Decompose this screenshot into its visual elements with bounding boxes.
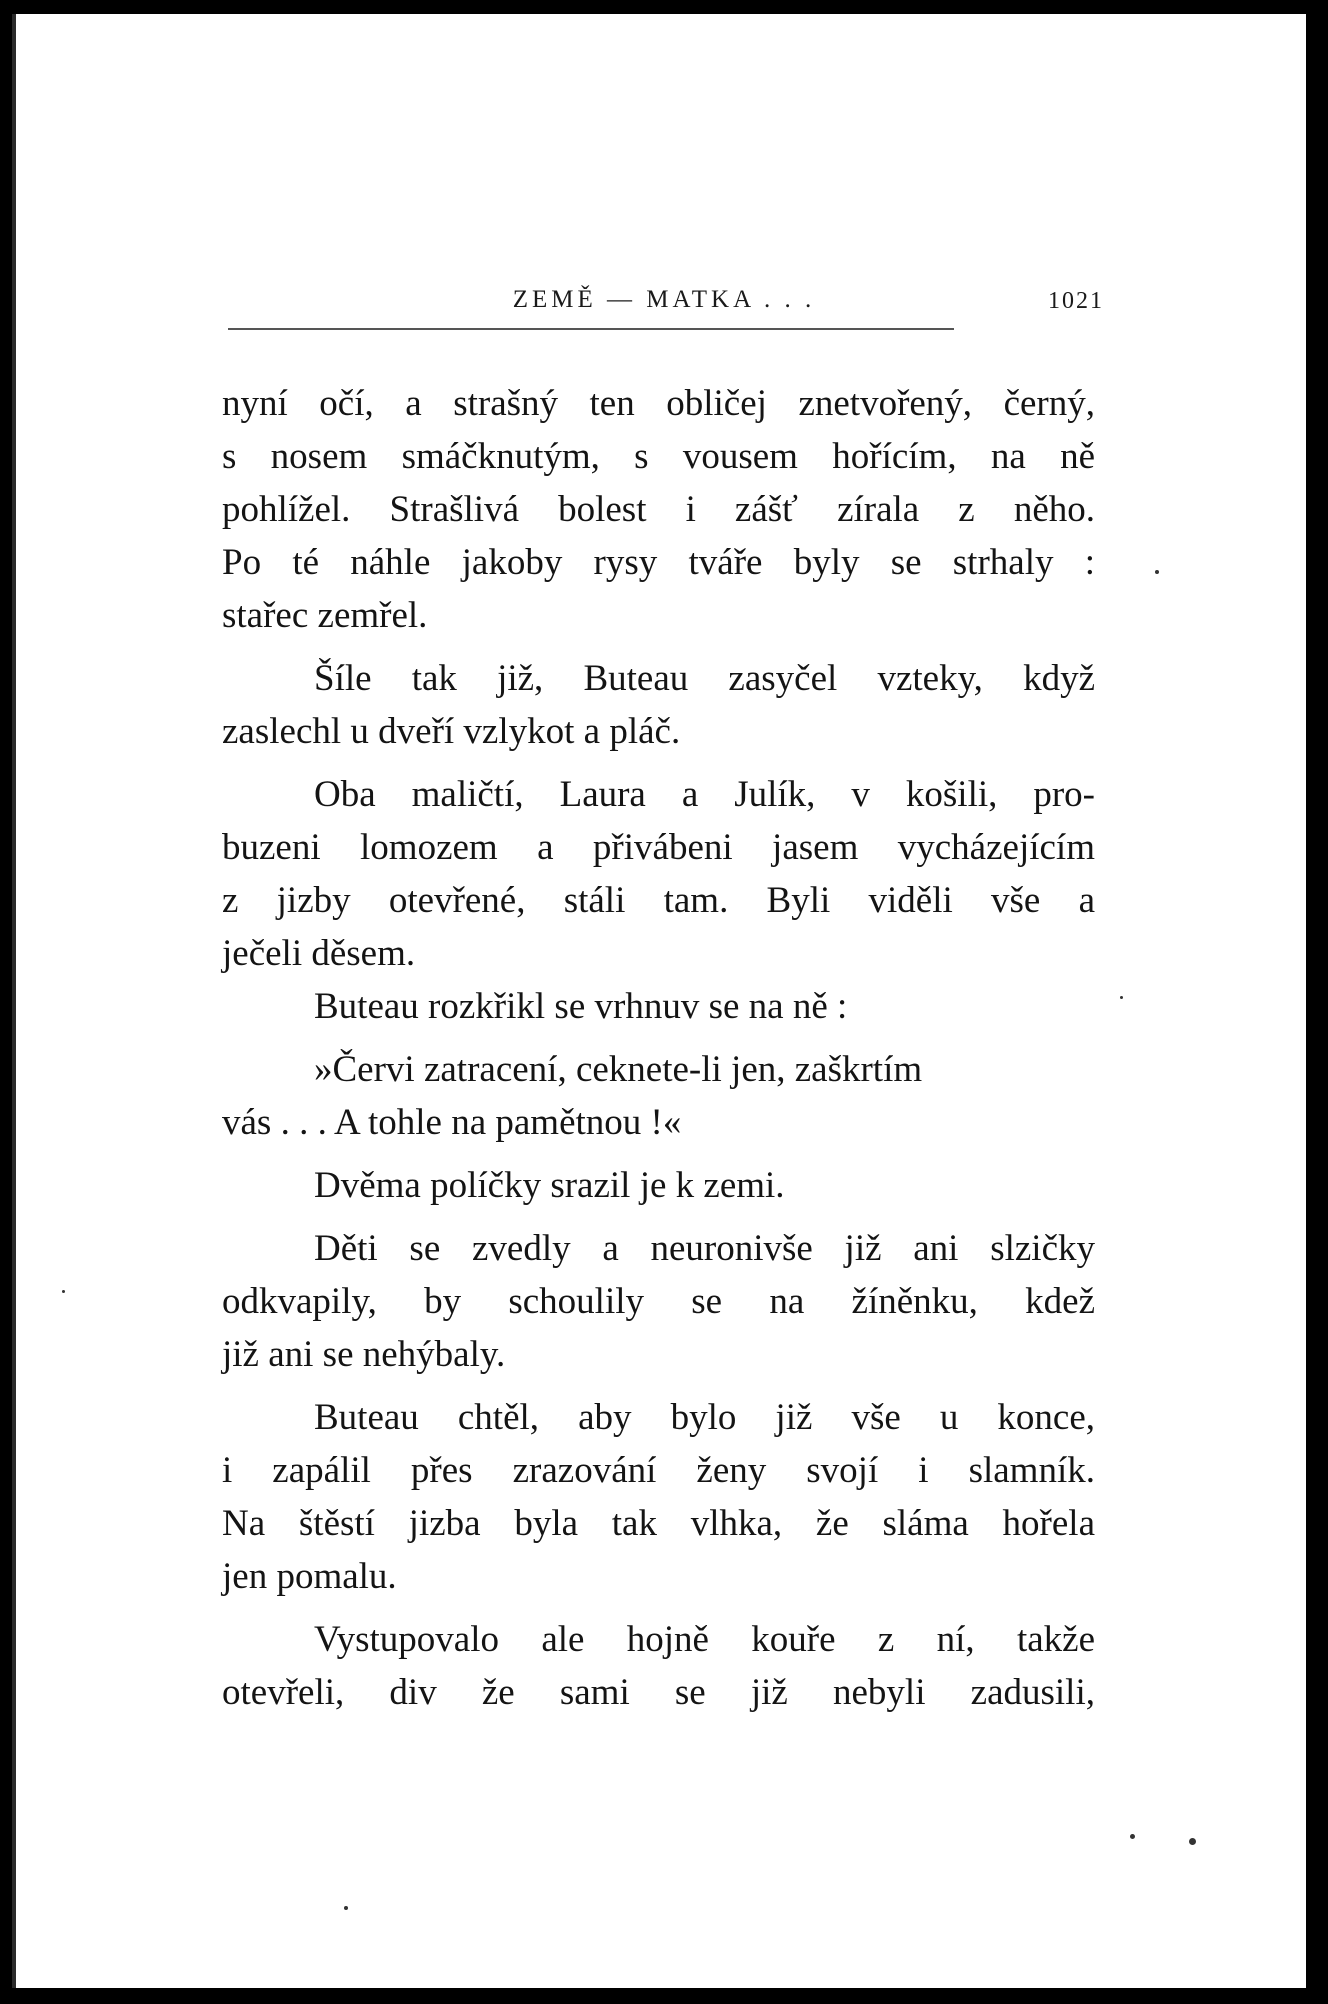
text-line-indented [222,1159,1095,1212]
text-line: vás . . . A tohle na pamětnou !« [222,1102,682,1143]
text-line: otevřeli, div že sami se již nebyli zadusili, [222,1672,1095,1713]
text-line: Po té náhle jakoby rysy tváře byly se strhaly : [222,542,1095,583]
page-edge-shadow [12,14,16,1988]
paper-speck [62,1290,65,1293]
book-page [12,14,1306,1988]
paper-speck [1189,1838,1196,1845]
text-line: ječeli děsem. [222,933,416,974]
body-text [222,377,1095,1719]
text-line-indented [222,1222,1095,1275]
text-line-indented [222,980,1095,1033]
text-line: jen pomalu. [222,1556,397,1597]
text-line: nyní očí, a strašný ten obličej znetvořený, černý, [222,383,1095,424]
text-line: z jizby otevřené, stáli tam. Byli viděli vše a [222,880,1095,921]
line-text: Oba maličtí, Laura a Julík, v košili, pro- [314,774,1095,815]
text-line: odkvapily, by schoulily se na žíněnku, kdež [222,1281,1095,1322]
text-line: buzeni lomozem a přivábeni jasem vycházejícím [222,827,1095,868]
text-line-indented [222,652,1095,705]
page-number: 1021 [1048,288,1104,314]
paper-speck [1155,570,1159,574]
text-line-indented [222,1613,1095,1666]
line-text: Vystupovalo ale hojně kouře z ní, takže [314,1619,1095,1660]
text-line: Na štěstí jizba byla tak vlhka, že sláma hořela [222,1503,1095,1544]
text-line: i zapálil přes zrazování ženy svojí i slamník. [222,1450,1095,1491]
line-text: Buteau chtěl, aby bylo již vše u konce, [314,1397,1095,1438]
line-text: »Červi zatracení, ceknete-li jen, zaškrtím [314,1049,923,1090]
text-line-indented [222,1391,1095,1444]
text-line: zaslechl u dveří vzlykot a pláč. [222,711,681,752]
text-line: s nosem smáčknutým, s vousem hořícím, na ně [222,436,1095,477]
line-text: Dvěma políčky srazil je k zemi. [314,1165,785,1206]
header-rule [228,328,954,330]
text-line: stařec zemřel. [222,595,428,636]
line-text: Děti se zvedly a neuronivše již ani slzičky [314,1228,1095,1269]
text-line-indented [222,1043,1095,1096]
text-line: pohlížel. Strašlivá bolest i zášť zírala z něho. [222,489,1095,530]
line-text: Šíle tak již, Buteau zasyčel vzteky, když [314,658,1095,699]
text-line-indented [222,768,1095,821]
text-line: již ani se nehýbaly. [222,1334,506,1375]
paper-speck [1120,996,1123,999]
page-header [224,284,1104,330]
paper-speck [344,1906,348,1910]
line-text: Buteau rozkřikl se vrhnuv se na ně : [314,986,848,1027]
running-title: ZEMĚ — MATKA . . . [512,286,816,313]
paper-speck [1130,1834,1135,1839]
